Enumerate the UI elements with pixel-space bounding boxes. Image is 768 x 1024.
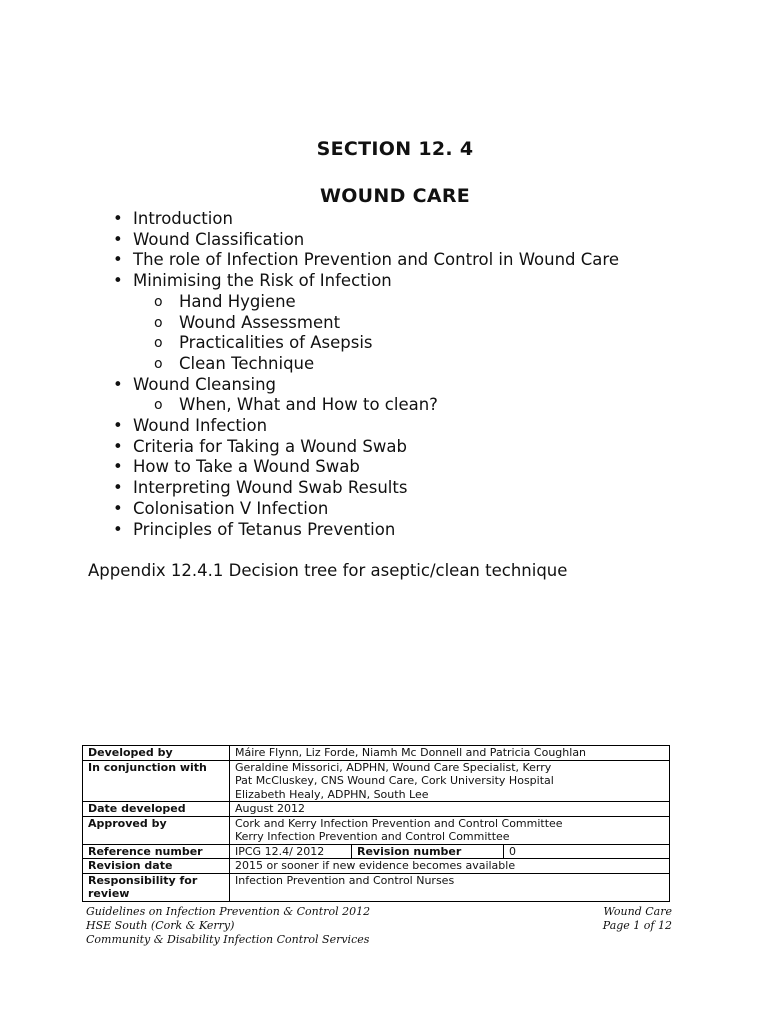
toc-subitem: o Hand Hygiene	[110, 292, 619, 313]
approver-line: Cork and Kerry Infection Prevention and Control Committee	[235, 816, 563, 830]
reference-number-label: Reference number	[83, 844, 230, 859]
reference-number-value: IPCG 12.4/ 2012	[230, 844, 352, 859]
toc-item: • Introduction	[110, 209, 619, 230]
document-control-table	[82, 745, 670, 902]
in-conjunction-with-value	[230, 760, 670, 802]
footer-line: Guidelines on Infection Prevention & Control 2012	[86, 905, 371, 918]
toc-subitem: o When, What and How to clean?	[110, 395, 619, 416]
footer-section-name: Wound Care	[603, 905, 672, 918]
responsibility-label: Responsibility for review	[83, 873, 230, 901]
table-row	[83, 873, 670, 901]
toc-item: • The role of Infection Prevention and Control in Wound Care	[110, 250, 619, 271]
approver-line: Kerry Infection Prevention and Control Committee	[235, 830, 510, 843]
contents-list	[110, 209, 619, 540]
table-row	[83, 844, 670, 859]
toc-subitem: o Clean Technique	[110, 354, 619, 375]
toc-item: • Minimising the Risk of Infection	[110, 271, 619, 292]
in-conjunction-with-label: In conjunction with	[83, 760, 230, 802]
toc-item: • Colonisation V Infection	[110, 499, 619, 520]
page-number: Page 1 of 12	[602, 919, 672, 932]
revision-date-label: Revision date	[83, 859, 230, 874]
toc-subitem: o Practicalities of Asepsis	[110, 333, 619, 354]
toc-subitem: o Wound Assessment	[110, 313, 619, 334]
table-row	[83, 816, 670, 844]
footer-left	[86, 905, 370, 947]
revision-date-value: 2015 or sooner if new evidence becomes available	[230, 859, 670, 874]
section-heading: SECTION 12. 4	[316, 138, 474, 160]
toc-item: • Wound Cleansing	[110, 375, 619, 396]
document-title: WOUND CARE	[319, 185, 471, 207]
toc-item: • Wound Classification	[110, 230, 619, 251]
date-developed-label: Date developed	[83, 802, 230, 817]
toc-item: • Criteria for Taking a Wound Swab	[110, 437, 619, 458]
approved-by-label: Approved by	[83, 816, 230, 844]
responsibility-value: Infection Prevention and Control Nurses	[230, 873, 670, 901]
contributor-line: Geraldine Missorici, ADPHN, Wound Care Specialist, Kerry	[235, 760, 552, 774]
date-developed-value: August 2012	[230, 802, 670, 817]
table-row	[83, 760, 670, 802]
developed-by-value: Máire Flynn, Liz Forde, Niamh Mc Donnell and Patricia Coughlan	[230, 746, 670, 761]
revision-number-label: Revision number	[352, 844, 504, 859]
table-row	[83, 859, 670, 874]
developed-by-label: Developed by	[83, 746, 230, 761]
revision-number-value: 0	[504, 844, 670, 859]
appendix-reference: Appendix 12.4.1 Decision tree for aseptic/clean technique	[88, 561, 568, 580]
toc-item: • Interpreting Wound Swab Results	[110, 478, 619, 499]
toc-item: • How to Take a Wound Swab	[110, 457, 619, 478]
footer-right	[603, 905, 672, 933]
contributor-line: Elizabeth Healy, ADPHN, South Lee	[235, 787, 429, 801]
footer-line: Community & Disability Infection Control Services	[86, 933, 370, 946]
toc-item: • Wound Infection	[110, 416, 619, 437]
contributor-line: Pat McCluskey, CNS Wound Care, Cork University Hospital	[235, 774, 554, 787]
table-row	[83, 746, 670, 761]
footer-line: HSE South (Cork & Kerry)	[86, 919, 235, 932]
toc-item: • Principles of Tetanus Prevention	[110, 520, 619, 541]
table-row	[83, 802, 670, 817]
approved-by-value	[230, 816, 670, 844]
